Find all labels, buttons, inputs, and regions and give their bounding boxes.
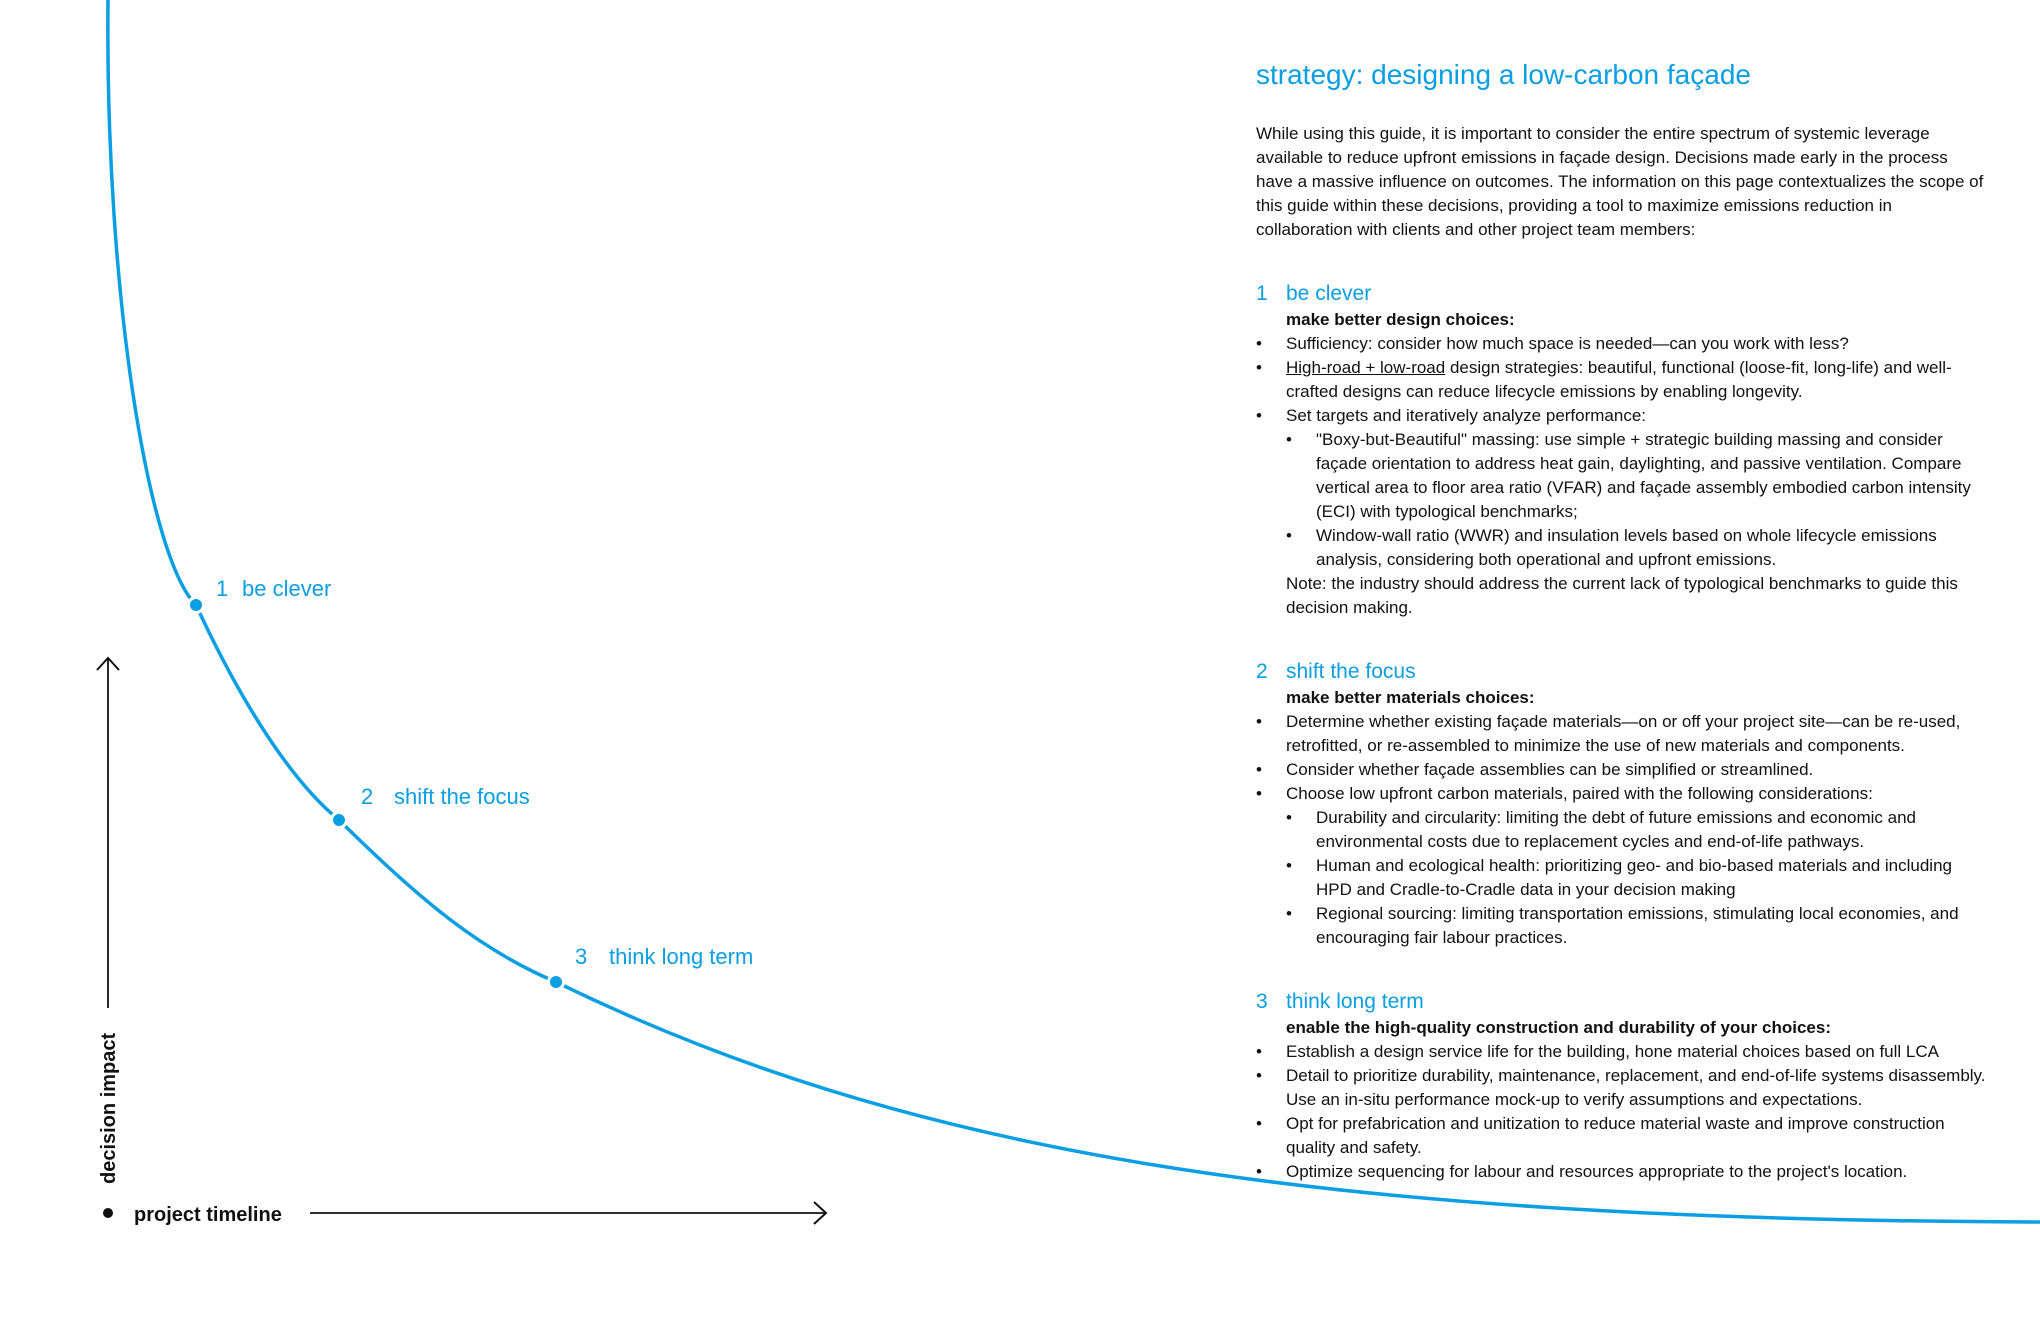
list-item: • Determine whether existing façade materials—on or off your project site—can be re-used, retrofitted, or re-assembled to minimize the use of new materials and components.: [1256, 710, 1986, 758]
list-item: • "Boxy-but-Beautiful" massing: use simple + strategic building massing and consider façade orientation to address heat gain, daylighting, and passive ventilation. Compare vertical area to floor area ratio (VFAR) and façade assembly embodied carbon intensity (ECI) with typological benchmarks;: [1286, 428, 1986, 524]
section-heading: 1 be clever: [1256, 282, 1372, 305]
list-item: • Consider whether façade assemblies can be simplified or streamlined.: [1256, 758, 1986, 782]
list-item: • Window-wall ratio (WWR) and insulation levels based on whole lifecycle emissions analysis, considering both operational and upfront emissions.: [1286, 524, 1986, 572]
y-axis-label: decision impact: [98, 1032, 120, 1184]
section-heading: 3 think long term: [1256, 990, 1424, 1013]
marker-number: 3: [575, 944, 588, 969]
list-item: • Durability and circularity: limiting the debt of future emissions and economic and environmental costs due to replacement cycles and end-of-life pathways.: [1286, 806, 1986, 854]
strategy-panel: [1256, 56, 1986, 1222]
marker-label: shift the focus: [394, 784, 530, 809]
bullet-list: [1256, 710, 1986, 950]
list-item: • Human and ecological health: prioritizing geo- and bio-based materials and including HPD and Cradle-to-Cradle data in your decision making: [1286, 854, 1986, 902]
marker-number: 2: [361, 784, 374, 809]
list-item: • Detail to prioritize durability, maintenance, replacement, and end-of-life systems disassembly. Use an in-situ performance mock-up to verify assumptions and expectations.: [1256, 1064, 1986, 1112]
bullet-list: [1256, 332, 1986, 572]
origin-dot: [103, 1208, 113, 1218]
section-subheading: make better materials choices:: [1286, 688, 1535, 707]
list-item: • Regional sourcing: limiting transportation emissions, stimulating local economies, and encouraging fair labour practices.: [1286, 902, 1986, 950]
list-item: • Establish a design service life for the building, hone material choices based on full LCA: [1256, 1040, 1986, 1064]
list-item: • Sufficiency: consider how much space is needed—can you work with less?: [1256, 332, 1986, 356]
section-subheading: make better design choices:: [1286, 310, 1515, 329]
list-item: • Set targets and iteratively analyze performance: • "Boxy-but-Beautiful" massing: use simple + strategic building massing and consider façade orientation to address heat gain, daylighting, and passive ventilation. Compare vertical area to floor area ratio (VFAR) and façade assembly embodied carbon intensity (ECI) with typological benchmarks; • Window-wall ratio (WWR) and insulation levels based on whole lifecycle emissions analysis, considering both operational and upfront emissions.: [1256, 404, 1986, 572]
list-item: • Choose low upfront carbon materials, paired with the following considerations: • Durability and circularity: limiting the debt of future emissions and economic and environmental costs due to replacement cycles and end-of-life pathways. • Human and ecological health: prioritizing geo- and bio-based materials and including HPD and Cradle-to-Cradle data in your decision making • Regional sourcing: limiting transportation emissions, stimulating local economies, and encouraging fair labour practices.: [1256, 782, 1986, 950]
marker-shift-the-focus: [333, 784, 530, 826]
list-item: • Opt for prefabrication and unitization to reduce material waste and improve construction quality and safety.: [1256, 1112, 1986, 1160]
intro-paragraph: While using this guide, it is important to consider the entire spectrum of systemic leverage available to reduce upfront emissions in façade design. Decisions made early in the process have a massive influence on outcomes. The information on this page contextualizes the scope of this guide within these decisions, providing a tool to maximize emissions reduction in collaboration with clients and other project team members:: [1256, 124, 1984, 239]
marker-think-long-term: [550, 944, 753, 988]
x-axis: [103, 1202, 826, 1226]
note-text: Note: the industry should address the current lack of typological benchmarks to guide this decision making.: [1286, 574, 1958, 617]
x-axis-label: project timeline: [134, 1204, 282, 1226]
section-be-clever: [1256, 280, 1986, 620]
section-think-long-term: [1256, 988, 1986, 1184]
marker-label: be clever: [242, 576, 332, 601]
section-heading: 2 shift the focus: [1256, 660, 1416, 683]
section-subheading: enable the high-quality construction and durability of your choices:: [1286, 1018, 1831, 1037]
bullet-list: [1256, 1040, 1986, 1184]
list-item: • Optimize sequencing for labour and resources appropriate to the project's location.: [1256, 1160, 1986, 1184]
marker-be-clever: [190, 576, 331, 611]
y-axis: [97, 658, 120, 1184]
section-shift-the-focus: [1256, 658, 1986, 950]
list-item: • High-road + low-road design strategies: beautiful, functional (loose-fit, long-life) and well-crafted designs can reduce lifecycle emissions by enabling longevity.: [1256, 356, 1986, 404]
page-title: strategy: designing a low-carbon façade: [1256, 59, 1751, 90]
marker-label: think long term: [609, 944, 754, 969]
sub-bullet-list: [1286, 806, 1986, 950]
sub-bullet-list: [1286, 428, 1986, 572]
marker-number: 1: [216, 576, 229, 601]
high-road-low-road-link[interactable]: High-road + low-road: [1286, 358, 1446, 377]
